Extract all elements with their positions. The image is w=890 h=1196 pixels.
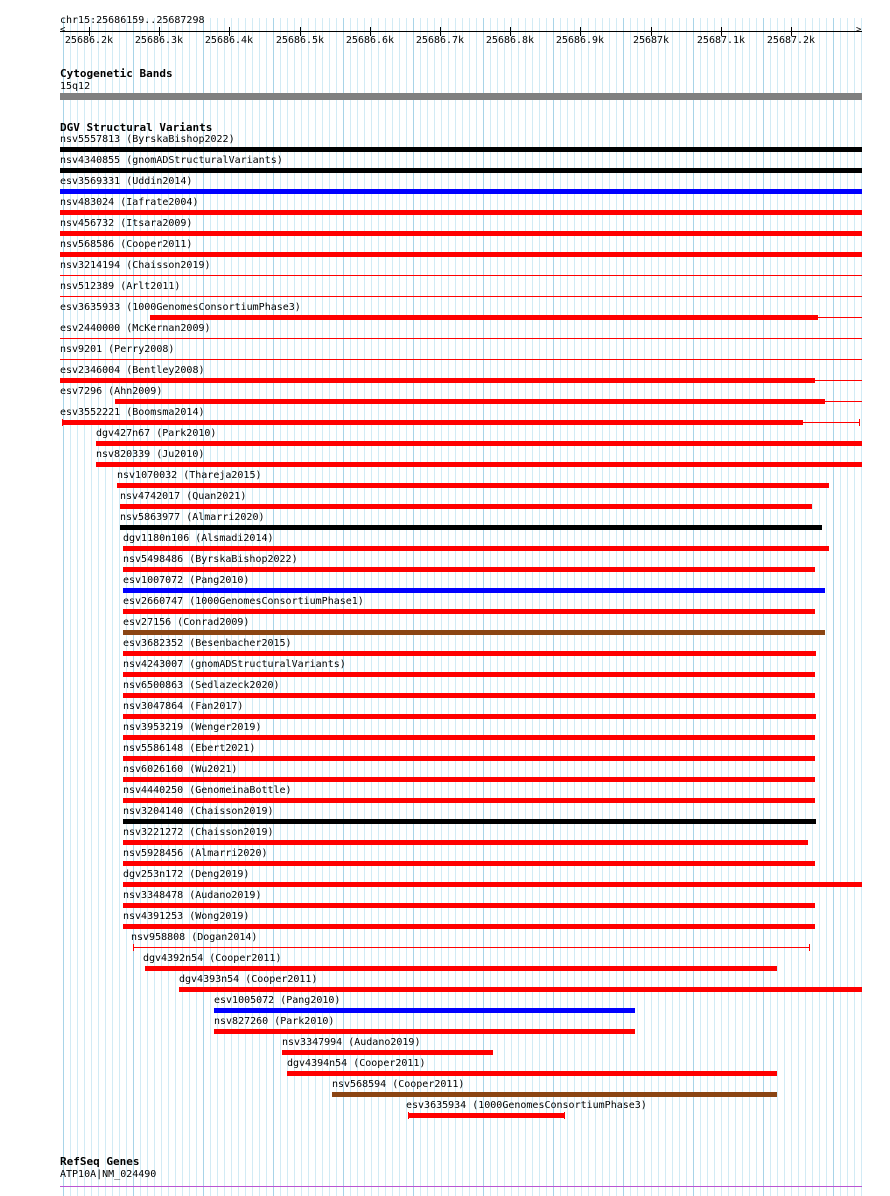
sv-feature-label: dgv4393n54 (Cooper2011) (179, 974, 318, 985)
sv-feature-bar[interactable] (123, 882, 862, 887)
sv-feature-label: esv2660747 (1000GenomesConsortiumPhase1) (123, 596, 364, 607)
sv-feature-bar[interactable] (123, 903, 815, 908)
sv-feature-start-tick (133, 944, 134, 951)
sv-feature-label: nsv827260 (Park2010) (214, 1016, 335, 1027)
sv-feature-label: esv3552221 (Boomsma2014) (60, 407, 205, 418)
sv-feature-label: nsv6026160 (Wu2021) (123, 764, 238, 775)
sv-feature-label: nsv3204140 (Chaisson2019) (123, 806, 274, 817)
sv-feature-bar[interactable] (115, 399, 825, 404)
sv-feature-label: nsv483024 (Iafrate2004) (60, 197, 199, 208)
sv-feature-bar[interactable] (282, 1050, 493, 1055)
sv-feature-label: nsv6500863 (Sedlazeck2020) (123, 680, 280, 691)
sv-feature-bar[interactable] (60, 275, 862, 276)
sv-feature-bar[interactable] (60, 378, 815, 383)
sv-feature-bar[interactable] (123, 546, 829, 551)
cytoband-bar[interactable] (60, 93, 862, 100)
sv-feature-bar[interactable] (123, 609, 815, 614)
sv-feature-label: nsv3953219 (Wenger2019) (123, 722, 262, 733)
sv-feature-bar[interactable] (96, 441, 862, 446)
sv-feature-bar[interactable] (123, 756, 815, 761)
sv-feature-bar[interactable] (60, 210, 862, 215)
cytoband-track-title: Cytogenetic Bands (60, 67, 173, 80)
sv-feature-label: nsv5498486 (ByrskaBishop2022) (123, 554, 298, 565)
sv-feature-label: nsv3047864 (Fan2017) (123, 701, 244, 712)
sv-feature-label: nsv5928456 (Almarri2020) (123, 848, 268, 859)
ruler-tick-label: 25686.5k (275, 35, 325, 46)
sv-feature-bar[interactable] (287, 1071, 777, 1076)
sv-feature-label: nsv568586 (Cooper2011) (60, 239, 193, 250)
sv-feature-start-tick (408, 1112, 409, 1119)
sv-feature-label: nsv4243007 (gnomADStructuralVariants) (123, 659, 346, 670)
cytoband-label: 15q12 (60, 81, 91, 92)
sv-feature-bar[interactable] (179, 987, 862, 992)
sv-feature-label: esv2440000 (McKernan2009) (60, 323, 211, 334)
sv-feature-label: nsv3214194 (Chaisson2019) (60, 260, 211, 271)
sv-feature-label: nsv4742017 (Quan2021) (120, 491, 247, 502)
sv-feature-bar[interactable] (123, 777, 815, 782)
sv-feature-bar[interactable] (117, 483, 829, 488)
sv-feature-bar[interactable] (123, 693, 815, 698)
sv-feature-bar[interactable] (123, 672, 815, 677)
sv-feature-label: nsv5557813 (ByrskaBishop2022) (60, 134, 235, 145)
ruler-tick-label: 25687k (632, 35, 670, 46)
sv-feature-bar[interactable] (123, 567, 815, 572)
sv-feature-bar[interactable] (408, 1113, 565, 1118)
ruler-tick-label: 25686.7k (415, 35, 465, 46)
sv-feature-bar[interactable] (123, 861, 815, 866)
sv-feature-label: nsv5863977 (Almarri2020) (120, 512, 265, 523)
sv-feature-label: nsv512389 (Arlt2011) (60, 281, 181, 292)
sv-feature-bar[interactable] (60, 168, 862, 173)
sv-feature-label: esv7296 (Ahn2009) (60, 386, 163, 397)
sv-feature-label: esv3682352 (Besenbacher2015) (123, 638, 292, 649)
locus-label: chr15:25686159..25687298 (60, 15, 205, 26)
sv-feature-bar[interactable] (60, 252, 862, 257)
sv-feature-label: esv3635934 (1000GenomesConsortiumPhase3) (406, 1100, 647, 1111)
sv-feature-bar[interactable] (96, 462, 862, 467)
sv-feature-extension (803, 422, 860, 423)
sv-feature-label: nsv4340855 (gnomADStructuralVariants) (60, 155, 283, 166)
sv-feature-label: esv27156 (Conrad2009) (123, 617, 250, 628)
refseq-track-title: RefSeq Genes (60, 1155, 140, 1168)
sv-feature-bar[interactable] (214, 1008, 635, 1013)
ruler-tick-label: 25687.1k (696, 35, 746, 46)
sv-feature-bar[interactable] (62, 420, 803, 425)
sv-feature-label: nsv3221272 (Chaisson2019) (123, 827, 274, 838)
sv-feature-end-tick (809, 944, 810, 951)
sv-feature-bar[interactable] (123, 840, 808, 845)
sv-feature-bar[interactable] (123, 630, 825, 635)
sv-feature-label: nsv9201 (Perry2008) (60, 344, 175, 355)
sv-feature-extension (825, 401, 862, 402)
ruler-tick-label: 25687.2k (766, 35, 816, 46)
sv-feature-end-tick (859, 419, 860, 426)
sv-feature-label: dgv4394n54 (Cooper2011) (287, 1058, 426, 1069)
sv-feature-label: dgv427n67 (Park2010) (96, 428, 217, 439)
ruler-tick-label: 25686.3k (134, 35, 184, 46)
sv-feature-bar[interactable] (120, 525, 822, 530)
sv-feature-label: nsv820339 (Ju2010) (96, 449, 205, 460)
sv-feature-label: nsv456732 (Itsara2009) (60, 218, 193, 229)
sv-feature-label: nsv1070032 (Thareja2015) (117, 470, 262, 481)
sv-feature-extension (818, 317, 862, 318)
sv-feature-label: nsv958808 (Dogan2014) (131, 932, 258, 943)
sv-feature-label: dgv253n172 (Deng2019) (123, 869, 250, 880)
sv-feature-bar[interactable] (123, 798, 815, 803)
sv-feature-bar[interactable] (60, 338, 862, 339)
sv-feature-end-tick (564, 1112, 565, 1119)
sv-feature-bar[interactable] (123, 819, 816, 824)
sv-feature-bar[interactable] (123, 588, 825, 593)
refseq-gene-line[interactable] (60, 1186, 862, 1187)
sv-feature-bar[interactable] (60, 231, 862, 236)
ruler-left-arrow-icon: < (60, 25, 66, 35)
ruler-right-arrow-icon: > (856, 25, 862, 35)
sv-feature-label: nsv4440250 (GenomeinaBottle) (123, 785, 292, 796)
ruler-tick-label: 25686.4k (204, 35, 254, 46)
sv-feature-bar[interactable] (145, 966, 777, 971)
sv-feature-label: nsv568594 (Cooper2011) (332, 1079, 465, 1090)
dgv-track-title: DGV Structural Variants (60, 121, 213, 134)
sv-feature-extension (815, 380, 862, 381)
sv-feature-bar[interactable] (120, 504, 812, 509)
sv-feature-bar[interactable] (150, 315, 818, 320)
sv-feature-label: esv1007072 (Pang2010) (123, 575, 250, 586)
ruler-tick-label: 25686.2k (64, 35, 114, 46)
sv-feature-label: dgv4392n54 (Cooper2011) (143, 953, 282, 964)
sv-feature-bar[interactable] (60, 359, 862, 360)
ruler-axis (60, 31, 862, 32)
sv-feature-label: dgv1180n106 (Alsmadi2014) (123, 533, 274, 544)
sv-feature-bar[interactable] (60, 189, 862, 194)
sv-feature-label: nsv4391253 (Wong2019) (123, 911, 250, 922)
sv-feature-label: nsv3347994 (Audano2019) (282, 1037, 421, 1048)
sv-feature-bar[interactable] (60, 296, 862, 297)
refseq-gene-label: ATP10A|NM_024490 (60, 1169, 157, 1180)
sv-feature-label: esv3569331 (Uddin2014) (60, 176, 193, 187)
sv-feature-bar[interactable] (123, 924, 815, 929)
sv-feature-label: esv1005072 (Pang2010) (214, 995, 341, 1006)
sv-feature-label: esv3635933 (1000GenomesConsortiumPhase3) (60, 302, 301, 313)
sv-feature-bar[interactable] (60, 147, 862, 152)
ruler-tick-label: 25686.8k (485, 35, 535, 46)
sv-feature-bar[interactable] (133, 947, 810, 948)
sv-feature-bar[interactable] (123, 714, 816, 719)
sv-feature-label: esv2346004 (Bentley2008) (60, 365, 205, 376)
sv-feature-start-tick (62, 419, 63, 426)
sv-feature-label: nsv5586148 (Ebert2021) (123, 743, 256, 754)
sv-feature-label: nsv3348478 (Audano2019) (123, 890, 262, 901)
sv-feature-bar[interactable] (332, 1092, 777, 1097)
ruler-tick-label: 25686.6k (345, 35, 395, 46)
sv-feature-bar[interactable] (123, 651, 816, 656)
sv-feature-bar[interactable] (214, 1029, 635, 1034)
ruler-tick-label: 25686.9k (555, 35, 605, 46)
sv-feature-bar[interactable] (123, 735, 815, 740)
